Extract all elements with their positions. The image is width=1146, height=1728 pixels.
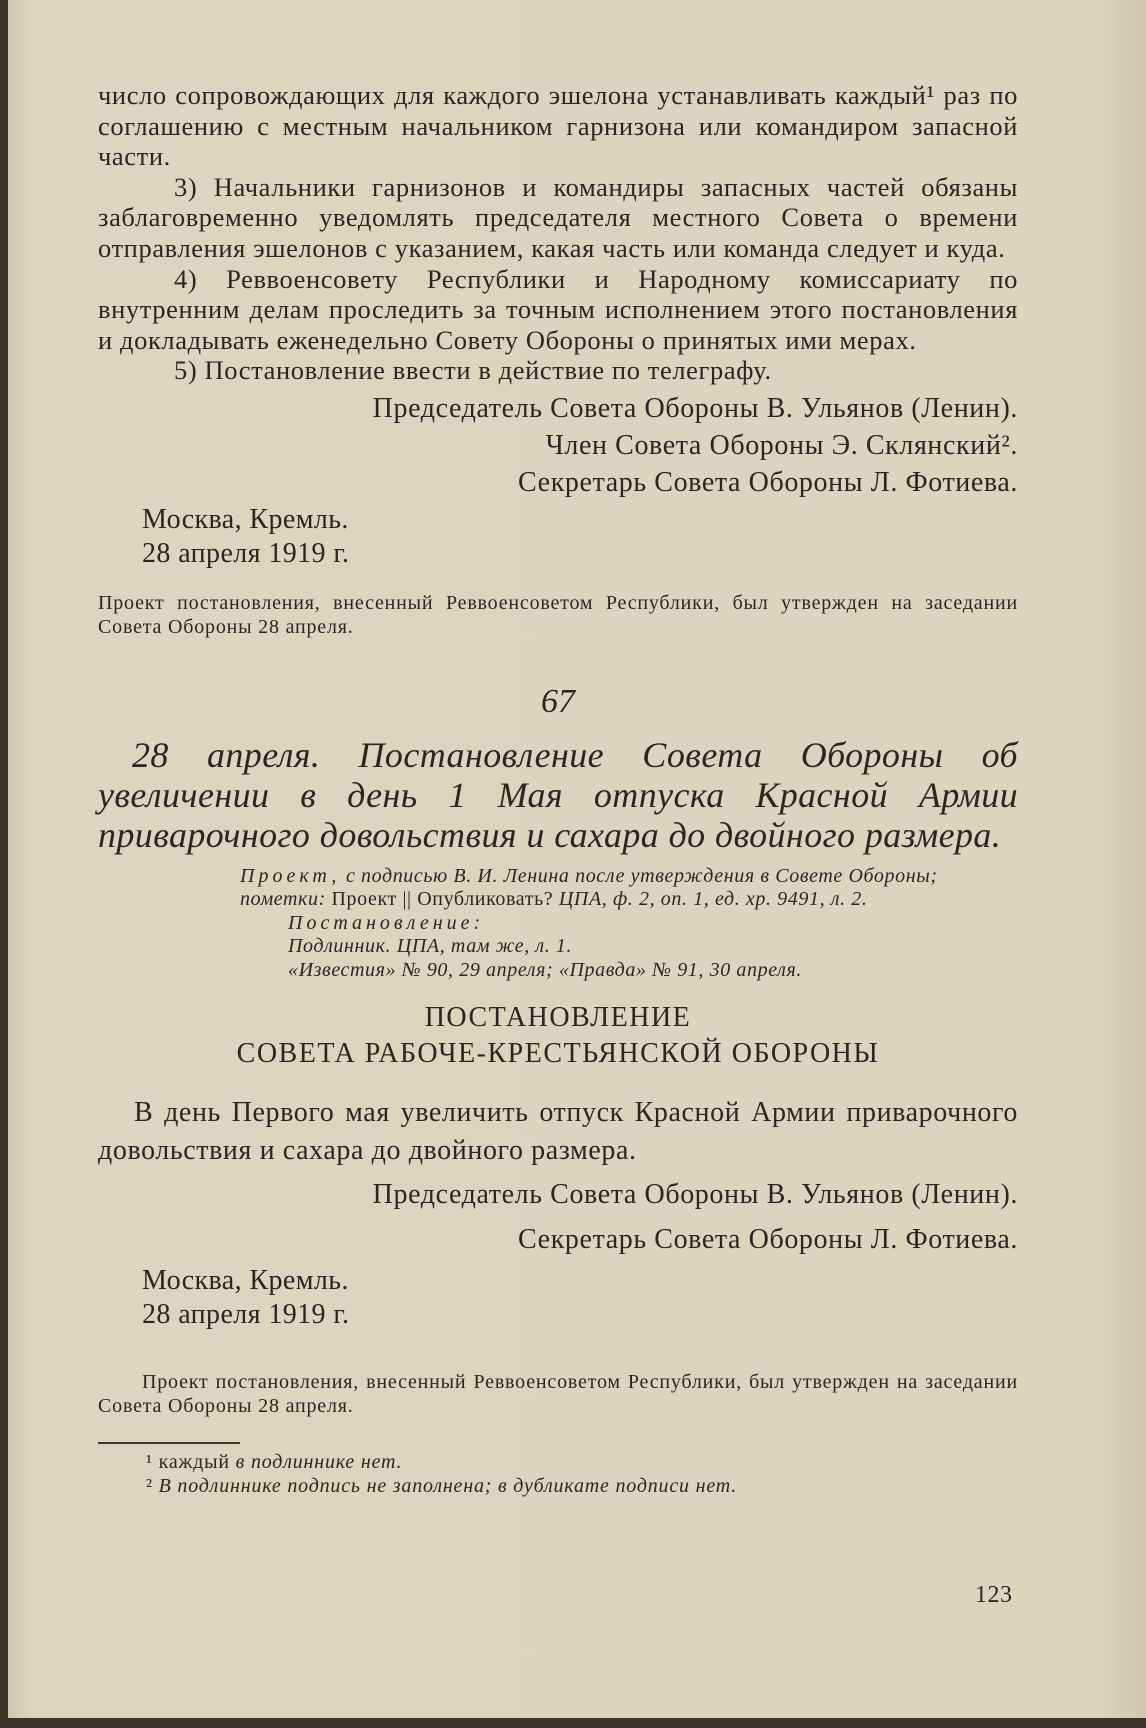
document-number: 67 xyxy=(541,682,575,720)
place-city-2: Москва, Кремль. xyxy=(142,1265,349,1297)
source-label-project: Проект, xyxy=(240,864,341,887)
document-title: 28 апреля. Постановление Совета Обороны об увеличении в день 1 Мая отпуска Красной Армии приварочного довольствия и сахара до двойного размера. xyxy=(98,734,1018,855)
place-city: Москва, Кремль. xyxy=(142,503,349,535)
paragraph-item-4: 4) Реввоенсовету Республики и Народному комиссариату по внутренним делам проследить за точным исполнением этого постановления и докладывать еженедельно Совету Обороны о принятых ими мерах. xyxy=(98,263,1018,355)
signature-secretary-2: Секретарь Совета Обороны Л. Фотиева. xyxy=(518,1224,1018,1256)
place-date-2 xyxy=(98,1264,1018,1332)
signature-chair: Председатель Совета Обороны В. Ульянов (Ленин). xyxy=(372,392,1018,424)
place-date-1 xyxy=(98,503,1018,571)
paragraph-item-3: 3) Начальники гарнизонов и командиры запасных частей обязаны заблаговременно уведомлять председателя местного Совета о времени отправления эшелонов с указанием, какая часть или команда следует и куда. xyxy=(98,171,1018,263)
signature-chair-2: Председатель Совета Обороны В. Ульянов (Ленин). xyxy=(372,1179,1018,1211)
resolution-heading-2: СОВЕТА РАБОЧЕ-КРЕСТЬЯНСКОЙ ОБОРОНЫ xyxy=(236,1038,880,1070)
signature-block-1 xyxy=(98,390,1018,501)
footnote-2: ² В подлиннике подпись не заполнена; в дубликате подписи нет. xyxy=(146,1475,738,1498)
resolution-heading-1: ПОСТАНОВЛЕНИЕ xyxy=(424,1002,692,1034)
source-label-resolution: Постановление: xyxy=(288,911,485,934)
resolution-body: В день Первого мая увеличить отпуск Красной Армии приварочного довольствия и сахара до двойного размера. xyxy=(98,1097,1018,1167)
source-line-1: Проект, с подписью В. И. Ленина после утверждения в Совете Обороны; пометки: Проект || Опубликовать? ЦПА, ф. 2, оп. 1, ед. хр. 9491, л. 2. xyxy=(240,864,938,911)
editorial-note-2: Проект постановления, внесенный Реввоенсоветом Республики, был утвержден на заседании Совета Обороны 28 апреля. xyxy=(98,1371,1018,1418)
footnote-divider xyxy=(98,1442,240,1444)
paragraph-item-5: 5) Постановление ввести в действие по телеграфу. xyxy=(174,355,772,386)
page-number: 123 xyxy=(975,1582,1013,1608)
signature-secretary: Секретарь Совета Обороны Л. Фотиева. xyxy=(518,466,1018,498)
page-content xyxy=(98,80,1018,1498)
source-line-3: «Известия» № 90, 29 апреля; «Правда» № 91, 30 апреля. xyxy=(288,958,802,981)
signature-block-2 xyxy=(98,1172,1018,1262)
source-references xyxy=(240,865,1018,983)
editorial-note-1: Проект постановления, внесенный Реввоенсоветом Республики, был утвержден на заседании Совета Обороны 28 апреля. xyxy=(98,591,1018,638)
place-date: 28 апреля 1919 г. xyxy=(142,537,350,569)
footnote-1: ¹ каждый в подлиннике нет. xyxy=(146,1451,403,1474)
source-line-2: Подлинник. ЦПА, там же, л. 1. xyxy=(288,935,573,958)
paragraph-continuation: число сопровождающих для каждого эшелона устанавливать каждый¹ раз по соглашению с местным начальником гарнизона или командиром запасной части. xyxy=(98,80,1018,172)
place-date-2-line: 28 апреля 1919 г. xyxy=(142,1299,350,1331)
signature-member: Член Совета Обороны Э. Склянский². xyxy=(545,429,1018,461)
